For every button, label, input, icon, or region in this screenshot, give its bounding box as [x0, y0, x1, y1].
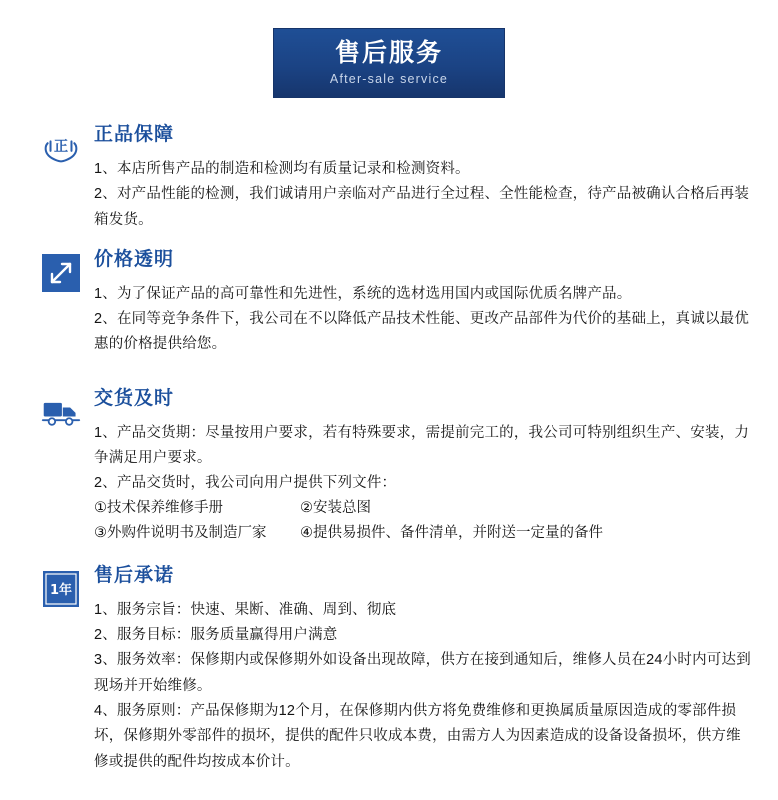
file-list-item: ④提供易损件、备件清单，并附送一定量的备件 — [300, 525, 603, 542]
delivery-truck-icon — [41, 392, 81, 432]
section-line: 3、服务效率：保修期内或保修期外如设备出现故障，供方在接到通知后，维修人员在24小时内可达到现场并开始维修。 — [94, 652, 751, 694]
section-title: 正品保障 — [94, 124, 175, 145]
one-year-warranty-icon — [41, 569, 81, 609]
file-list-row — [94, 496, 752, 521]
section-body — [92, 565, 752, 775]
page-banner — [273, 28, 505, 98]
file-list-item: ②安装总图 — [300, 500, 371, 517]
file-list-row — [94, 521, 752, 546]
file-list-item: ①技术保养维修手册 — [94, 500, 223, 517]
icon-column — [30, 388, 92, 432]
section-price — [30, 249, 752, 358]
page-title: 售后服务 — [334, 38, 443, 67]
section-title: 价格透明 — [94, 248, 175, 270]
section-quality — [30, 124, 752, 233]
section-line: 2、服务目标：服务质量赢得用户满意 — [94, 626, 338, 643]
section-line: 1、本店所售产品的制造和检测均有质量记录和检测资料。 — [94, 160, 470, 177]
sections-list — [0, 98, 778, 775]
section-line: 1、为了保证产品的高可靠性和先进性，系统的选材选用国内或国际优质名牌产品。 — [94, 285, 632, 302]
file-list-item: ③外购件说明书及制造厂家 — [94, 525, 267, 542]
icon-column — [30, 124, 92, 168]
section-body — [92, 388, 752, 547]
section-line: 2、对产品性能的检测，我们诚请用户亲临对产品进行全过程、全性能检查，待产品被确认合格后再装箱发货。 — [94, 186, 750, 228]
section-warranty — [30, 565, 752, 775]
section-line: 2、产品交货时，我公司向用户提供下列文件： — [94, 475, 397, 492]
section-line: 2、在同等竞争条件下，我公司在不以降低产品技术性能、更改产品部件为代价的基础上，真诚以最优惠的价格提供给您。 — [94, 311, 750, 353]
section-title: 交货及时 — [94, 387, 175, 409]
page-subtitle: After-sale service — [329, 72, 449, 87]
svg-text:正: 正 — [53, 138, 69, 155]
diagonal-arrows-icon — [41, 253, 81, 293]
section-title: 售后承诺 — [94, 564, 175, 586]
hands-holding-genuine-icon — [41, 128, 81, 168]
section-body — [92, 249, 752, 358]
section-body — [92, 124, 752, 233]
svg-text:1年: 1年 — [49, 582, 73, 598]
section-line: 1、服务宗旨：快速、果断、准确、周到、彻底 — [94, 601, 397, 618]
banner-container — [0, 0, 778, 98]
section-delivery — [30, 388, 752, 547]
icon-column — [30, 565, 92, 609]
icon-column — [30, 249, 92, 293]
section-line: 1、产品交货期：尽量按用户要求，若有特殊要求，需提前完工的，我公司可特别组织生产、安装，力争满足用户要求。 — [94, 424, 750, 467]
section-line: 4、服务原则：产品保修期为12个月，在保修期内供方将免费维修和更换属质量原因造成的零部件损坏，保修期外零部件的损坏，提供的配件只收成本费，由需方人为因素造成的设备设备损坏，供方维修或提供的配件均按成本价计。 — [94, 703, 741, 770]
